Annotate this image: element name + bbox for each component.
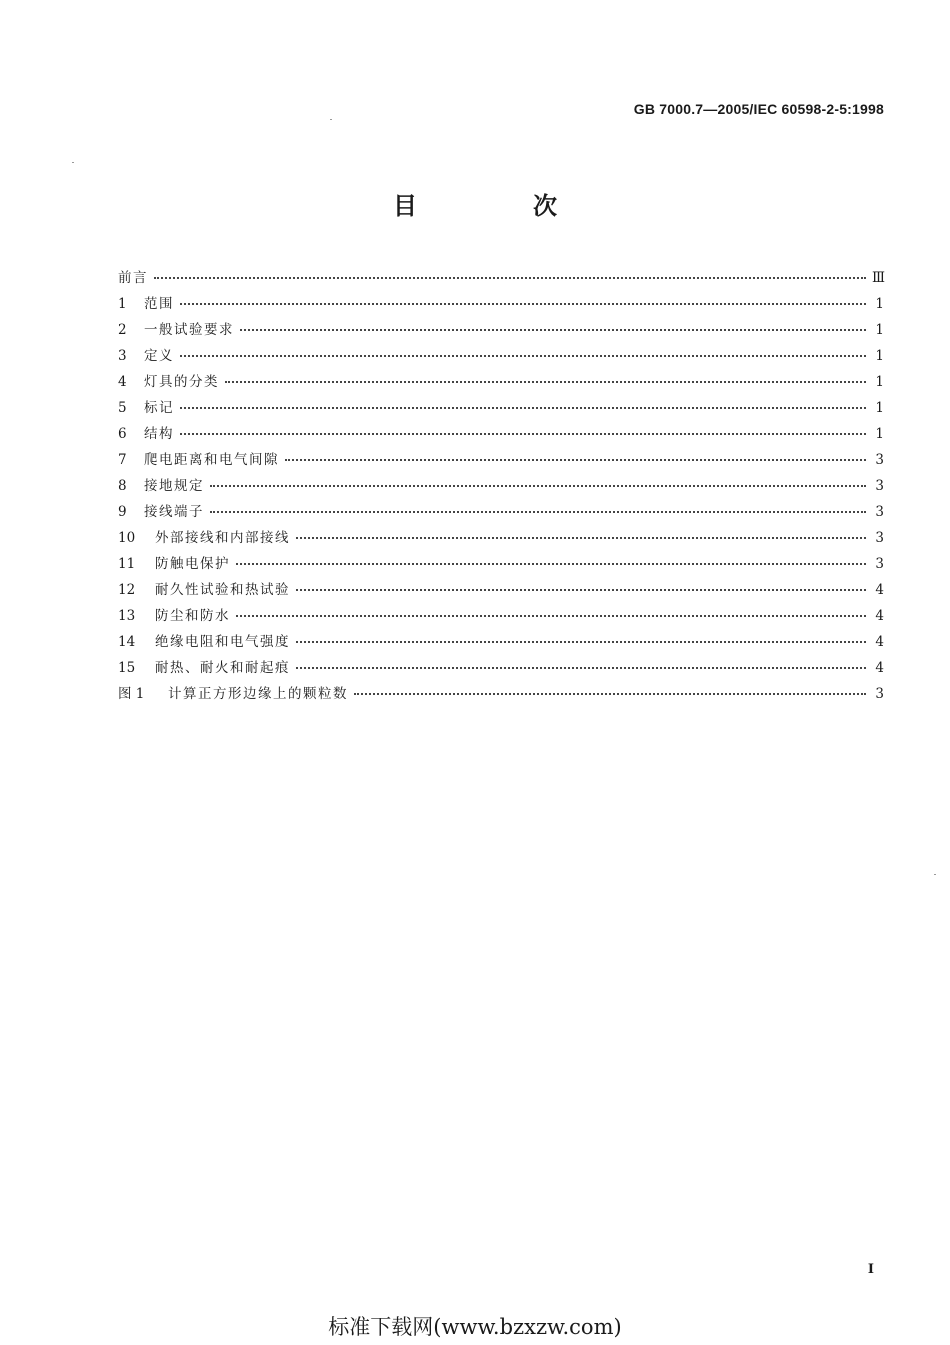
toc-entry[interactable] (118, 292, 884, 318)
toc-leader-dots (210, 510, 866, 513)
toc-entry-label: 结构 (144, 426, 174, 442)
toc-entry[interactable] (118, 578, 884, 604)
toc-entry[interactable] (118, 604, 884, 630)
toc-entry-page: 1 (875, 400, 884, 416)
toc-entry-number: 12 (118, 582, 136, 598)
toc-entry-number: 9 (118, 504, 127, 520)
toc-entry[interactable] (118, 656, 884, 682)
toc-entry-label: 标记 (144, 400, 174, 416)
toc-entry[interactable] (118, 318, 884, 344)
scan-speck (72, 162, 74, 163)
toc-leader-dots (210, 484, 866, 487)
toc-entry-label: 防尘和防水 (155, 608, 230, 624)
toc-entry-label: 防触电保护 (155, 556, 230, 572)
toc-entry-label: 接线端子 (144, 504, 204, 520)
toc-entry[interactable] (118, 682, 884, 708)
toc-entry-page: 3 (875, 504, 884, 520)
toc-entry-number: 3 (118, 348, 127, 364)
toc-entry-page: 3 (875, 530, 884, 546)
page-title: 目 次 (393, 192, 603, 220)
toc-leader-dots (154, 276, 866, 279)
toc-entry-number: 4 (118, 374, 127, 390)
toc-leader-dots (236, 614, 866, 617)
toc-entry-label: 灯具的分类 (144, 374, 219, 390)
toc-entry-number: 5 (118, 400, 127, 416)
toc-entry-page: Ⅲ (872, 270, 886, 286)
toc-leader-dots (225, 380, 866, 383)
toc-entry-page: 1 (875, 348, 884, 364)
toc-entry-number: 8 (118, 478, 127, 494)
page-number: I (867, 1262, 874, 1277)
toc-leader-dots (236, 562, 866, 565)
toc-entry-page: 3 (875, 686, 884, 702)
toc-leader-dots (296, 536, 866, 539)
toc-entry-page: 1 (875, 374, 884, 390)
toc-entry-label: 绝缘电阻和电气强度 (155, 634, 290, 650)
toc-entry[interactable] (118, 370, 884, 396)
toc-entry-page: 1 (875, 296, 884, 312)
toc-entry[interactable] (118, 396, 884, 422)
toc-entry-label: 接地规定 (144, 478, 204, 494)
toc-leader-dots (285, 458, 866, 461)
toc-entry-label: 耐热、耐火和耐起痕 (155, 660, 290, 676)
toc-entry-number: 10 (118, 530, 136, 546)
toc-entry-page: 1 (875, 426, 884, 442)
toc-entry-number: 15 (118, 660, 136, 676)
standard-code: GB 7000.7—2005/IEC 60598-2-5:1998 (633, 101, 884, 117)
toc-entry[interactable] (118, 344, 884, 370)
toc-entry-page: 4 (875, 634, 884, 650)
scan-speck (330, 119, 332, 120)
toc-entry-number: 11 (118, 556, 136, 572)
table-of-contents (118, 266, 884, 708)
toc-entry[interactable] (118, 266, 884, 292)
toc-entry-page: 4 (875, 660, 884, 676)
toc-entry-label: 一般试验要求 (144, 322, 234, 338)
toc-entry-page: 3 (875, 452, 884, 468)
toc-entry-label: 定义 (144, 348, 174, 364)
toc-entry-page: 3 (875, 478, 884, 494)
toc-leader-dots (180, 354, 866, 357)
toc-leader-dots (296, 666, 866, 669)
toc-entry[interactable] (118, 630, 884, 656)
toc-entry-label: 计算正方形边缘上的颗粒数 (168, 686, 348, 702)
toc-entry-number: 6 (118, 426, 127, 442)
toc-entry[interactable] (118, 552, 884, 578)
toc-entry-page: 4 (875, 582, 884, 598)
toc-entry[interactable] (118, 422, 884, 448)
toc-leader-dots (180, 406, 866, 409)
toc-entry-page: 4 (875, 608, 884, 624)
toc-entry-label: 范围 (144, 296, 174, 312)
footer-watermark[interactable]: 标准下载网(www.bzxzw.com) (328, 1315, 622, 1339)
toc-entry[interactable] (118, 526, 884, 552)
toc-entry[interactable] (118, 448, 884, 474)
toc-entry-page: 1 (875, 322, 884, 338)
toc-leader-dots (180, 432, 866, 435)
toc-entry-number: 图 1 (118, 686, 145, 702)
toc-leader-dots (240, 328, 866, 331)
toc-leader-dots (354, 692, 866, 695)
toc-entry-number: 13 (118, 608, 136, 624)
toc-entry[interactable] (118, 500, 884, 526)
toc-entry-label: 爬电距离和电气间隙 (144, 452, 279, 468)
toc-entry-number: 7 (118, 452, 127, 468)
toc-entry-number: 1 (118, 296, 127, 312)
toc-entry-number: 14 (118, 634, 136, 650)
toc-entry-number: 2 (118, 322, 127, 338)
toc-entry-label: 外部接线和内部接线 (155, 530, 290, 546)
toc-entry-page: 3 (875, 556, 884, 572)
toc-leader-dots (296, 640, 866, 643)
toc-leader-dots (180, 302, 866, 305)
scan-speck (934, 874, 936, 875)
toc-entry-label: 前言 (118, 270, 148, 286)
toc-entry-label: 耐久性试验和热试验 (155, 582, 290, 598)
toc-entry[interactable] (118, 474, 884, 500)
toc-leader-dots (296, 588, 866, 591)
